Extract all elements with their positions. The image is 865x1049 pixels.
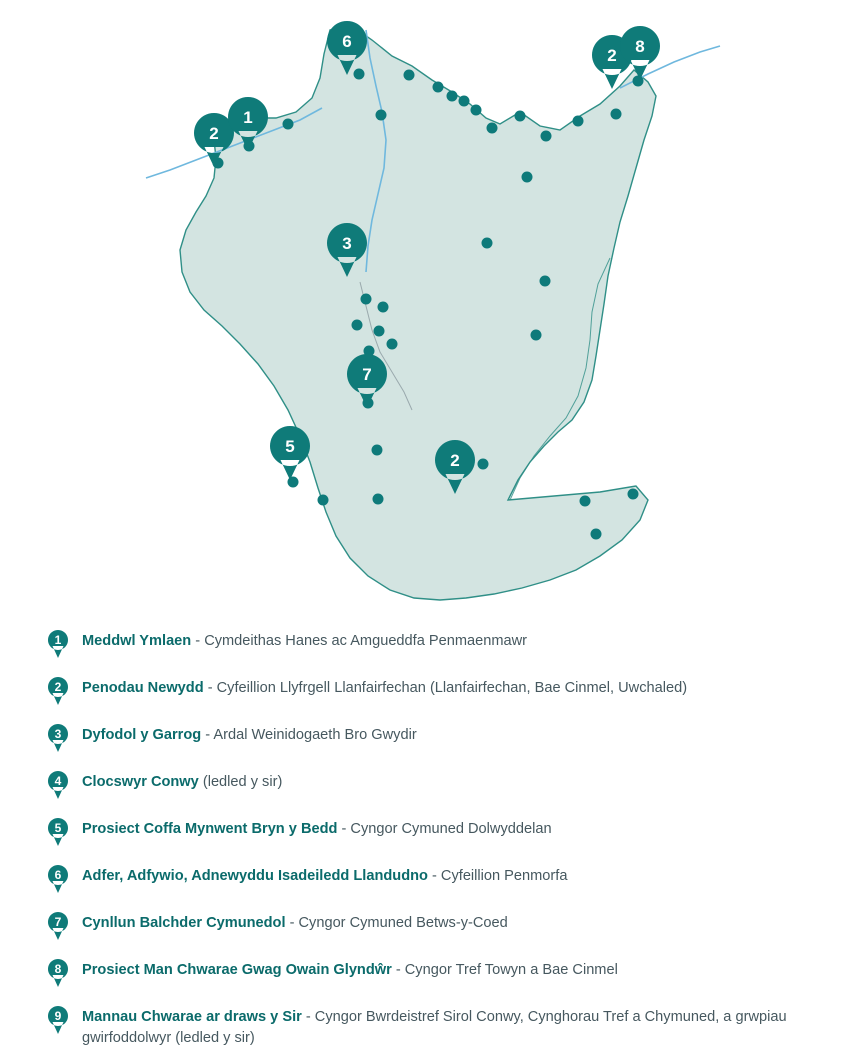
pin-label: 2 (450, 451, 460, 470)
legend-item-7[interactable] (0, 910, 865, 941)
map-location-dot[interactable] (354, 69, 365, 80)
legend-pin-number: 7 (54, 915, 62, 929)
map-location-dot[interactable] (471, 105, 482, 116)
legend-pin-icon (46, 1005, 70, 1035)
map-location-dot[interactable] (318, 495, 329, 506)
legend-item-2[interactable] (0, 675, 865, 706)
map-location-dot[interactable] (283, 119, 294, 130)
legend-item-1[interactable] (0, 628, 865, 659)
pin-label: 7 (362, 365, 372, 384)
map-location-dot[interactable] (531, 330, 542, 341)
map-location-dot[interactable] (522, 172, 533, 183)
legend-item-text (82, 1004, 842, 1049)
map-location-dot[interactable] (540, 276, 551, 287)
map-location-dot[interactable] (459, 96, 470, 107)
legend-pin-number: 1 (54, 633, 62, 647)
map-location-dot[interactable] (352, 320, 363, 331)
map-location-dot[interactable] (573, 116, 584, 127)
legend-item-description: - Cyngor Bwrdeistref Sirol Conwy, Cynghorau Tref a Chymuned, a grwpiau gwirfoddolwyr (ledled y sir) (82, 1009, 787, 1047)
pin-label: 5 (285, 437, 295, 456)
legend-pin-icon (46, 723, 70, 753)
map-location-dot[interactable] (628, 489, 639, 500)
legend-item-description: - Cyfeillion Llyfrgell Llanfairfechan (Llanfairfechan, Bae Cinmel, Uwchaled) (203, 680, 688, 696)
map-location-dot[interactable] (580, 496, 591, 507)
legend-pin-number: 5 (54, 821, 62, 835)
map-location-dot[interactable] (478, 459, 489, 470)
legend-item-9[interactable] (0, 1004, 865, 1049)
legend-item-5[interactable] (0, 816, 865, 847)
legend-pin-number: 8 (54, 962, 62, 976)
legend-item-description: - Ardal Weinidogaeth Bro Gwydir (201, 727, 417, 743)
legend-item-text (82, 816, 552, 840)
map-location-dot[interactable] (633, 76, 644, 87)
legend-item-title: Cynllun Balchder Cymunedol (82, 915, 286, 931)
pin-label: 6 (342, 32, 352, 51)
legend-item-title: Prosiect Man Chwarae Gwag Owain Glyndŵr (82, 962, 392, 978)
legend-item-title: Penodau Newydd (82, 680, 204, 696)
map-location-dot[interactable] (372, 445, 383, 456)
legend-pin-icon (46, 911, 70, 941)
map-location-dot[interactable] (487, 123, 498, 134)
map-location-dot[interactable] (591, 529, 602, 540)
legend-pin-icon (46, 864, 70, 894)
map-location-dot[interactable] (482, 238, 493, 249)
map-location-dot[interactable] (361, 294, 372, 305)
map-location-dot[interactable] (515, 111, 526, 122)
legend-pin-number: 3 (54, 727, 62, 741)
legend-item-title: Meddwl Ymlaen (82, 633, 192, 649)
pin-label: 8 (635, 37, 645, 56)
legend-item-text (82, 628, 527, 652)
map-pin-5[interactable] (270, 426, 310, 480)
legend-item-text (82, 910, 508, 934)
projects-legend (0, 628, 865, 1049)
legend-pin-icon (46, 958, 70, 988)
legend-item-text (82, 863, 567, 887)
legend-item-4[interactable] (0, 769, 865, 800)
map-location-dot[interactable] (378, 302, 389, 313)
legend-item-description: - Cymdeithas Hanes ac Amgueddfa Penmaenmawr (191, 633, 528, 649)
pin-label: 2 (607, 46, 617, 65)
map-location-dot[interactable] (611, 109, 622, 120)
legend-item-title: Clocswyr Conwy (82, 774, 199, 790)
legend-item-description: - Cyfeillion Penmorfa (427, 868, 568, 884)
legend-item-text (82, 675, 687, 699)
legend-pin-icon (46, 770, 70, 800)
map-location-dot[interactable] (387, 339, 398, 350)
map-location-dot[interactable] (433, 82, 444, 93)
pin-label: 3 (342, 234, 352, 253)
map-location-dot[interactable] (376, 110, 387, 121)
legend-item-title: Adfer, Adfywio, Adnewyddu Isadeiledd Llandudno (82, 868, 428, 884)
legend-item-6[interactable] (0, 863, 865, 894)
legend-pin-icon (46, 676, 70, 706)
map-location-dot[interactable] (404, 70, 415, 81)
legend-pin-number: 2 (54, 680, 62, 694)
legend-item-8[interactable] (0, 957, 865, 988)
pin-label: 2 (209, 124, 219, 143)
map-location-dot[interactable] (541, 131, 552, 142)
legend-pin-icon (46, 817, 70, 847)
map-location-dot[interactable] (374, 326, 385, 337)
legend-item-title: Mannau Chwarae ar draws y Sir (82, 1009, 302, 1025)
legend-item-description: - Cyngor Cymuned Dolwyddelan (337, 821, 552, 837)
legend-item-3[interactable] (0, 722, 865, 753)
legend-item-description: - Cyngor Cymuned Betws-y-Coed (285, 915, 508, 931)
legend-item-description: (ledled y sir) (198, 774, 283, 790)
legend-item-title: Dyfodol y Garrog (82, 727, 202, 743)
legend-pin-icon (46, 629, 70, 659)
legend-pin-number: 4 (54, 774, 62, 788)
legend-item-title: Prosiect Coffa Mynwent Bryn y Bedd (82, 821, 338, 837)
map-location-dot[interactable] (447, 91, 458, 102)
legend-item-text (82, 769, 282, 793)
legend-item-description: - Cyngor Tref Towyn a Bae Cinmel (391, 962, 618, 978)
legend-item-text (82, 957, 618, 981)
legend-pin-number: 6 (54, 868, 62, 882)
legend-pin-number: 9 (54, 1009, 62, 1023)
legend-item-text (82, 722, 417, 746)
pin-label: 1 (243, 108, 253, 127)
map-location-dot[interactable] (373, 494, 384, 505)
